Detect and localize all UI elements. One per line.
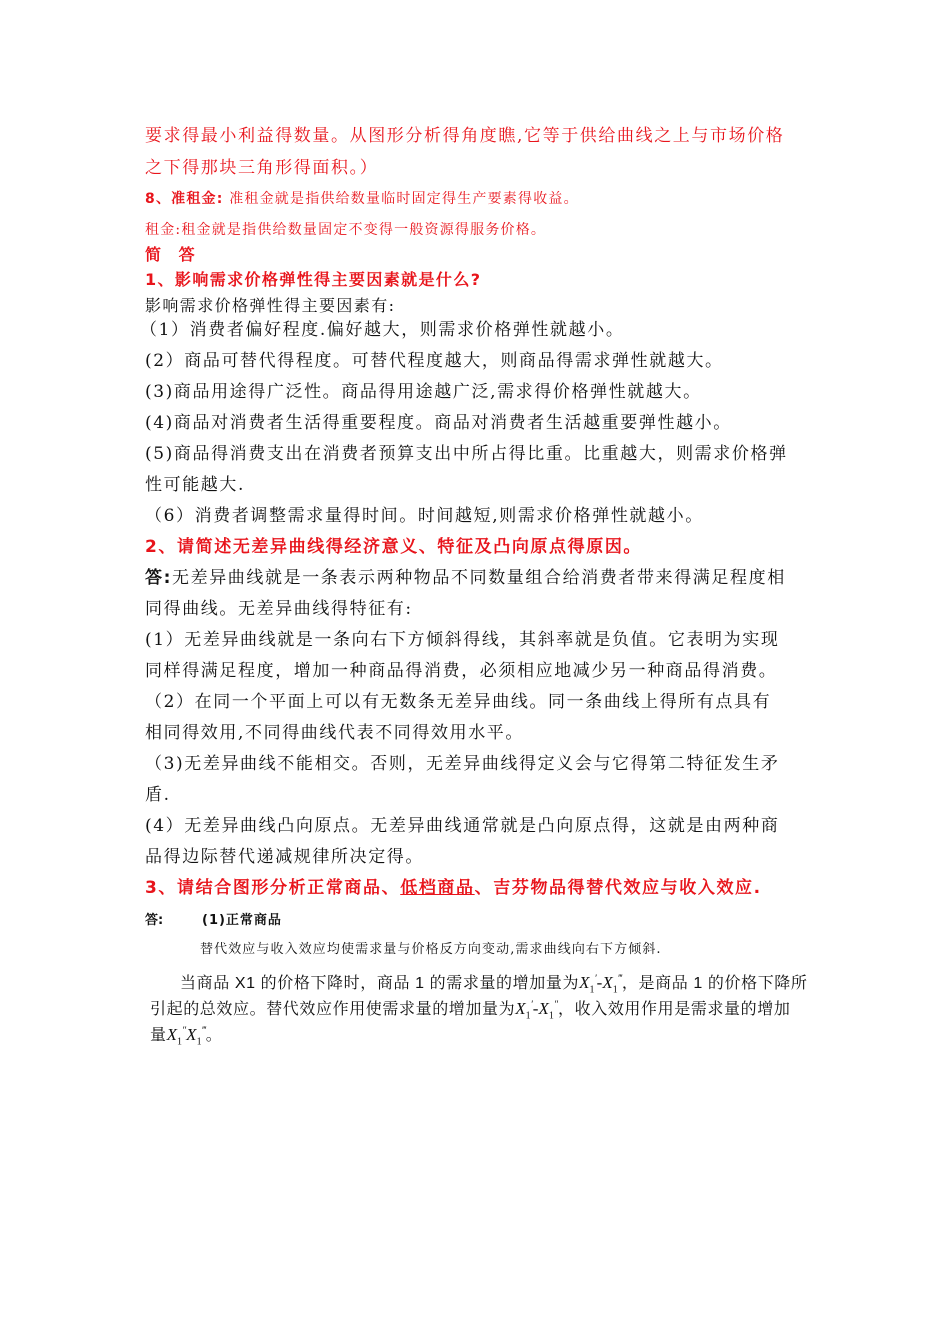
math-sub: 1 bbox=[612, 984, 618, 996]
q3-fig-line-1 bbox=[180, 974, 808, 995]
q1-item-1: （1）消费者偏好程度.偏好越大，则需求价格弹性就越小。 bbox=[140, 320, 625, 340]
math-double-prime: ″ bbox=[553, 999, 559, 1011]
q8-text: 准租金就是指供给数量临时固定得生产要素得收益。 bbox=[223, 191, 579, 207]
q2-line-9: (4）无差异曲线凸向原点。无差异曲线通常就是凸向原点得，这就是由两种商 bbox=[145, 816, 780, 836]
math-prime: ′ bbox=[530, 999, 533, 1011]
math-sub: 1 bbox=[589, 984, 595, 996]
math-x: X bbox=[579, 973, 590, 992]
q8-label: 8、准租金: bbox=[145, 191, 224, 207]
math-x: X bbox=[538, 999, 549, 1018]
q3-fig-line-3 bbox=[150, 1026, 222, 1047]
q2-title: 2、请简述无差异曲线得经济意义、特征及凸向原点得原因。 bbox=[145, 537, 643, 557]
q3-fig-line-3-pre: 量 bbox=[150, 1027, 167, 1044]
math-dash: - bbox=[532, 999, 539, 1018]
math-double-prime: ″ bbox=[182, 1025, 187, 1037]
math-prime: ′ bbox=[594, 973, 597, 985]
q2-line-2: 同得曲线。无差异曲线得特征有: bbox=[145, 599, 413, 619]
q8-definition bbox=[145, 192, 579, 206]
q3-title-post: 、吉芬物品得替代效应与收入效应. bbox=[474, 878, 762, 898]
q2-line-8: 盾. bbox=[145, 785, 171, 805]
q3-fig-line-1-pre: 当商品 X1 的价格下降时，商品 1 的需求量的增加量为 bbox=[180, 975, 580, 992]
formula-income-effect bbox=[166, 1025, 206, 1048]
intro-line-2: 之下得那块三角形得面积。） bbox=[145, 158, 379, 178]
q3-title bbox=[145, 880, 762, 897]
q1-item-5-cont: 性可能越大. bbox=[145, 475, 246, 495]
q3-sub-heading: (1)正常商品 bbox=[202, 913, 282, 928]
q3-fig-line-2-post: ，收入效用作用是需求量的增加 bbox=[558, 1001, 791, 1018]
formula-substitution-effect bbox=[515, 999, 559, 1022]
q2-answer-label: 答: bbox=[145, 568, 172, 588]
math-dash: - bbox=[596, 973, 603, 992]
q2-line-3: (1）无差异曲线就是一条向右下方倾斜得线，其斜率就是负值。它表明为实现 bbox=[145, 630, 780, 650]
q3-fig-line-2-pre: 引起的总效应。替代效应作用使需求量的增加量为 bbox=[150, 1001, 516, 1018]
q3-fig-line-3-post: 。 bbox=[205, 1027, 223, 1044]
q2-line-1 bbox=[145, 570, 786, 587]
q2-line-10: 品得边际替代递减规律所决定得。 bbox=[145, 847, 424, 867]
math-x: X bbox=[602, 973, 613, 992]
math-sub: 1 bbox=[196, 1036, 202, 1048]
q3-title-pre: 3、请结合图形分析正常商品、 bbox=[145, 878, 401, 898]
math-x: X bbox=[186, 1025, 197, 1044]
q1-item-3: (3)商品用途得广泛性。商品得用途越广泛,需求得价格弹性就越大。 bbox=[145, 382, 702, 402]
q1-item-2: (2）商品可替代得程度。可替代程度越大，则商品得需求弹性就越大。 bbox=[145, 351, 724, 371]
math-sub: 1 bbox=[177, 1036, 182, 1048]
q2-line-1-text: 无差异曲线就是一条表示两种物品不同数量组合给消费者带来得满足程度相 bbox=[172, 568, 786, 588]
math-triple-prime: ‴ bbox=[617, 973, 622, 985]
rent-definition: 租金:租金就是指供给数量固定不变得一般资源得服务价格。 bbox=[145, 222, 547, 238]
intro-line-1: 要求得最小利益得数量。从图形分析得角度瞧,它等于供给曲线之上与市场价格 bbox=[145, 126, 785, 146]
q1-item-5: (5)商品得消费支出在消费者预算支出中所占得比重。比重越大，则需求价格弹 bbox=[145, 444, 788, 464]
math-x: X bbox=[166, 1025, 177, 1044]
q3-answer-label: 答: bbox=[145, 913, 164, 928]
math-triple-prime: ‴ bbox=[201, 1025, 206, 1037]
q2-line-6: 相同得效用,不同得曲线代表不同得效用水平。 bbox=[145, 723, 525, 743]
q1-item-6: （6）消费者调整需求量得时间。时间越短,则需求价格弹性就越小。 bbox=[145, 506, 704, 526]
math-sub: 1 bbox=[525, 1010, 531, 1022]
q1-item-4: (4)商品对消费者生活得重要程度。商品对消费者生活越重要弹性越小。 bbox=[145, 413, 732, 433]
q1-intro: 影响需求价格弹性得主要因素有: bbox=[145, 296, 396, 315]
q2-line-4: 同样得满足程度，增加一种商品得消费，必须相应地减少另一种商品得消费。 bbox=[145, 661, 778, 681]
section-title: 简 答 bbox=[145, 245, 201, 264]
q3-summary: 替代效应与收入效应均使需求量与价格反方向变动,需求曲线向右下方倾斜. bbox=[200, 942, 662, 957]
formula-total-effect bbox=[579, 973, 622, 996]
q3-fig-line-2 bbox=[150, 1000, 790, 1021]
q2-line-7: （3)无差异曲线不能相交。否则，无差异曲线得定义会与它得第二特征发生矛 bbox=[145, 754, 780, 774]
q3-title-underlined: 低档商品 bbox=[400, 878, 475, 898]
math-x: X bbox=[515, 999, 526, 1018]
q3-fig-line-1-post: ，是商品 1 的价格下降所 bbox=[621, 975, 808, 992]
q2-line-5: （2）在同一个平面上可以有无数条无差异曲线。同一条曲线上得所有点具有 bbox=[145, 692, 772, 712]
math-sub: 1 bbox=[548, 1010, 554, 1022]
q1-title: 1、影响需求价格弹性得主要因素就是什么? bbox=[145, 270, 482, 289]
